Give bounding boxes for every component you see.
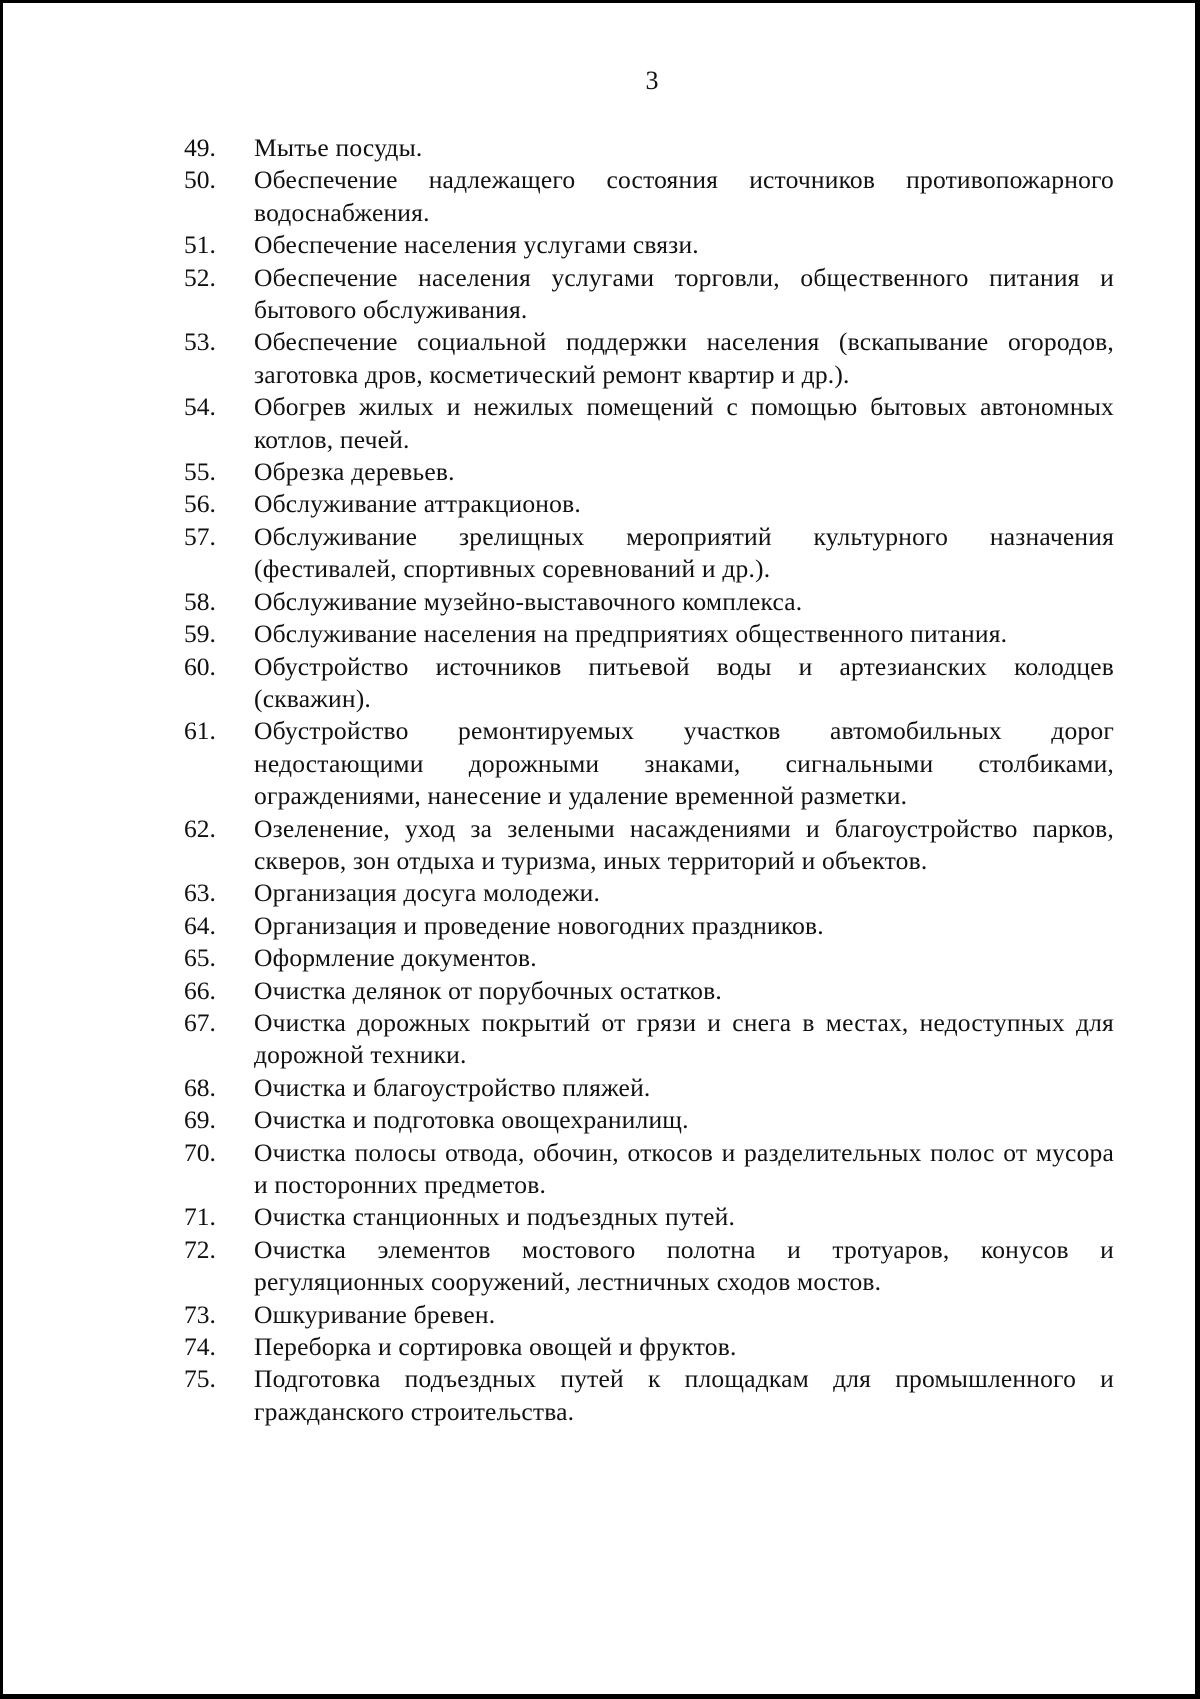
item-number: 58. bbox=[184, 586, 216, 616]
item-text: Обустройство источников питьевой воды и артезианских колодцев (скважин). bbox=[254, 651, 1114, 713]
item-text: Очистка элементов мостового полотна и тротуаров, конусов и регуляционных сооружений, лестничных сходов мостов. bbox=[254, 1234, 1114, 1297]
item-text: Обслуживание населения на предприятиях общественного питания. bbox=[254, 619, 1008, 649]
item-text: Очистка полосы отвода, обочин, откосов и разделительных полос от мусора и посторонних предметов. bbox=[254, 1137, 1114, 1199]
item-text: Обслуживание музейно-выставочного комплекса. bbox=[254, 586, 803, 616]
item-number: 74. bbox=[184, 1332, 216, 1362]
item-text: Обогрев жилых и нежилых помещений с помощью бытовых автономных котлов, печей. bbox=[254, 392, 1114, 454]
item-text: Обеспечение надлежащего состояния источников противопожарного водоснабжения. bbox=[254, 165, 1114, 227]
item-text: Обеспечение населения услугами торговли, общественного питания и бытового обслуживания. bbox=[254, 262, 1114, 325]
list-item bbox=[184, 715, 1114, 812]
item-text: Обслуживание аттракционов. bbox=[254, 489, 581, 519]
list-item bbox=[184, 651, 1114, 716]
item-text: Оформление документов. bbox=[254, 943, 537, 973]
item-number: 59. bbox=[184, 619, 216, 649]
list-item bbox=[184, 1201, 1114, 1233]
list-item bbox=[184, 229, 1114, 261]
list-item bbox=[184, 618, 1114, 650]
item-number: 53. bbox=[184, 327, 216, 357]
item-text: Обслуживание зрелищных мероприятий культурного назначения (фестивалей, спортивных соревнований и др.). bbox=[254, 521, 1114, 584]
page-number: 3 bbox=[645, 66, 659, 95]
item-number: 61. bbox=[184, 716, 216, 746]
item-number: 57. bbox=[184, 521, 216, 551]
list-item bbox=[184, 975, 1114, 1007]
list-item bbox=[184, 877, 1114, 909]
item-number: 69. bbox=[184, 1105, 216, 1135]
item-number: 72. bbox=[184, 1234, 216, 1264]
list-item bbox=[184, 910, 1114, 942]
item-text: Обеспечение социальной поддержки населения (вскапывание огородов, заготовка дров, косметический ремонт квартир и др.). bbox=[254, 327, 1114, 389]
list-item bbox=[184, 942, 1114, 974]
list-item bbox=[184, 521, 1114, 586]
item-text: Обустройство ремонтируемых участков автомобильных дорог недостающими дорожными знаками, сигнальными столбиками, ограждениями, нанесение и удаление временной разметки. bbox=[254, 716, 1114, 811]
item-number: 55. bbox=[184, 457, 216, 487]
item-number: 75. bbox=[184, 1364, 216, 1394]
list-item bbox=[184, 456, 1114, 488]
item-text: Очистка и подготовка овощехранилищ. bbox=[254, 1105, 689, 1135]
item-number: 70. bbox=[184, 1137, 216, 1167]
item-text: Очистка и благоустройство пляжей. bbox=[254, 1072, 651, 1102]
list-item bbox=[184, 164, 1114, 229]
item-text: Озеленение, уход за зелеными насаждениями и благоустройство парков, скверов, зон отдыха и туризма, иных территорий и объектов. bbox=[254, 813, 1114, 875]
item-number: 67. bbox=[184, 1007, 216, 1037]
list-item bbox=[184, 1104, 1114, 1136]
item-number: 51. bbox=[184, 230, 216, 260]
list-item bbox=[184, 1234, 1114, 1299]
item-number: 73. bbox=[184, 1299, 216, 1329]
item-text: Переборка и сортировка овощей и фруктов. bbox=[254, 1332, 737, 1362]
item-text: Очистка дорожных покрытий от грязи и снега в местах, недоступных для дорожной техники. bbox=[254, 1007, 1114, 1070]
item-number: 66. bbox=[184, 975, 216, 1005]
item-number: 50. bbox=[184, 165, 216, 195]
item-text: Очистка делянок от порубочных остатков. bbox=[254, 975, 722, 1005]
item-number: 52. bbox=[184, 262, 216, 292]
numbered-list bbox=[184, 132, 1114, 1428]
item-text: Мытье посуды. bbox=[254, 133, 423, 162]
list-item bbox=[184, 391, 1114, 456]
list-item bbox=[184, 132, 1114, 164]
item-text: Ошкуривание бревен. bbox=[254, 1299, 496, 1329]
list-item bbox=[184, 1072, 1114, 1104]
item-number: 60. bbox=[184, 651, 216, 681]
item-number: 54. bbox=[184, 392, 216, 422]
item-number: 56. bbox=[184, 489, 216, 519]
item-number: 65. bbox=[184, 943, 216, 973]
list-item bbox=[184, 813, 1114, 878]
item-number: 63. bbox=[184, 878, 216, 908]
item-text: Организация досуга молодежи. bbox=[254, 878, 601, 908]
item-number: 68. bbox=[184, 1072, 216, 1102]
item-number: 64. bbox=[184, 910, 216, 940]
item-number: 71. bbox=[184, 1202, 216, 1232]
list-item bbox=[184, 262, 1114, 327]
item-text: Подготовка подъездных путей к площадкам для промышленного и гражданского строительства. bbox=[254, 1364, 1114, 1426]
list-item bbox=[184, 1363, 1114, 1428]
item-text: Организация и проведение новогодних праздников. bbox=[254, 910, 824, 940]
list-item bbox=[184, 1007, 1114, 1072]
list-item bbox=[184, 326, 1114, 391]
list-item bbox=[184, 488, 1114, 520]
list-item bbox=[184, 1331, 1114, 1363]
list-item bbox=[184, 1299, 1114, 1331]
item-number: 62. bbox=[184, 813, 216, 843]
list-item bbox=[184, 1137, 1114, 1202]
item-text: Обрезка деревьев. bbox=[254, 457, 455, 487]
item-number: 49. bbox=[184, 133, 216, 162]
item-text: Обеспечение населения услугами связи. bbox=[254, 230, 699, 260]
list-item bbox=[184, 586, 1114, 618]
item-text: Очистка станционных и подъездных путей. bbox=[254, 1202, 736, 1232]
